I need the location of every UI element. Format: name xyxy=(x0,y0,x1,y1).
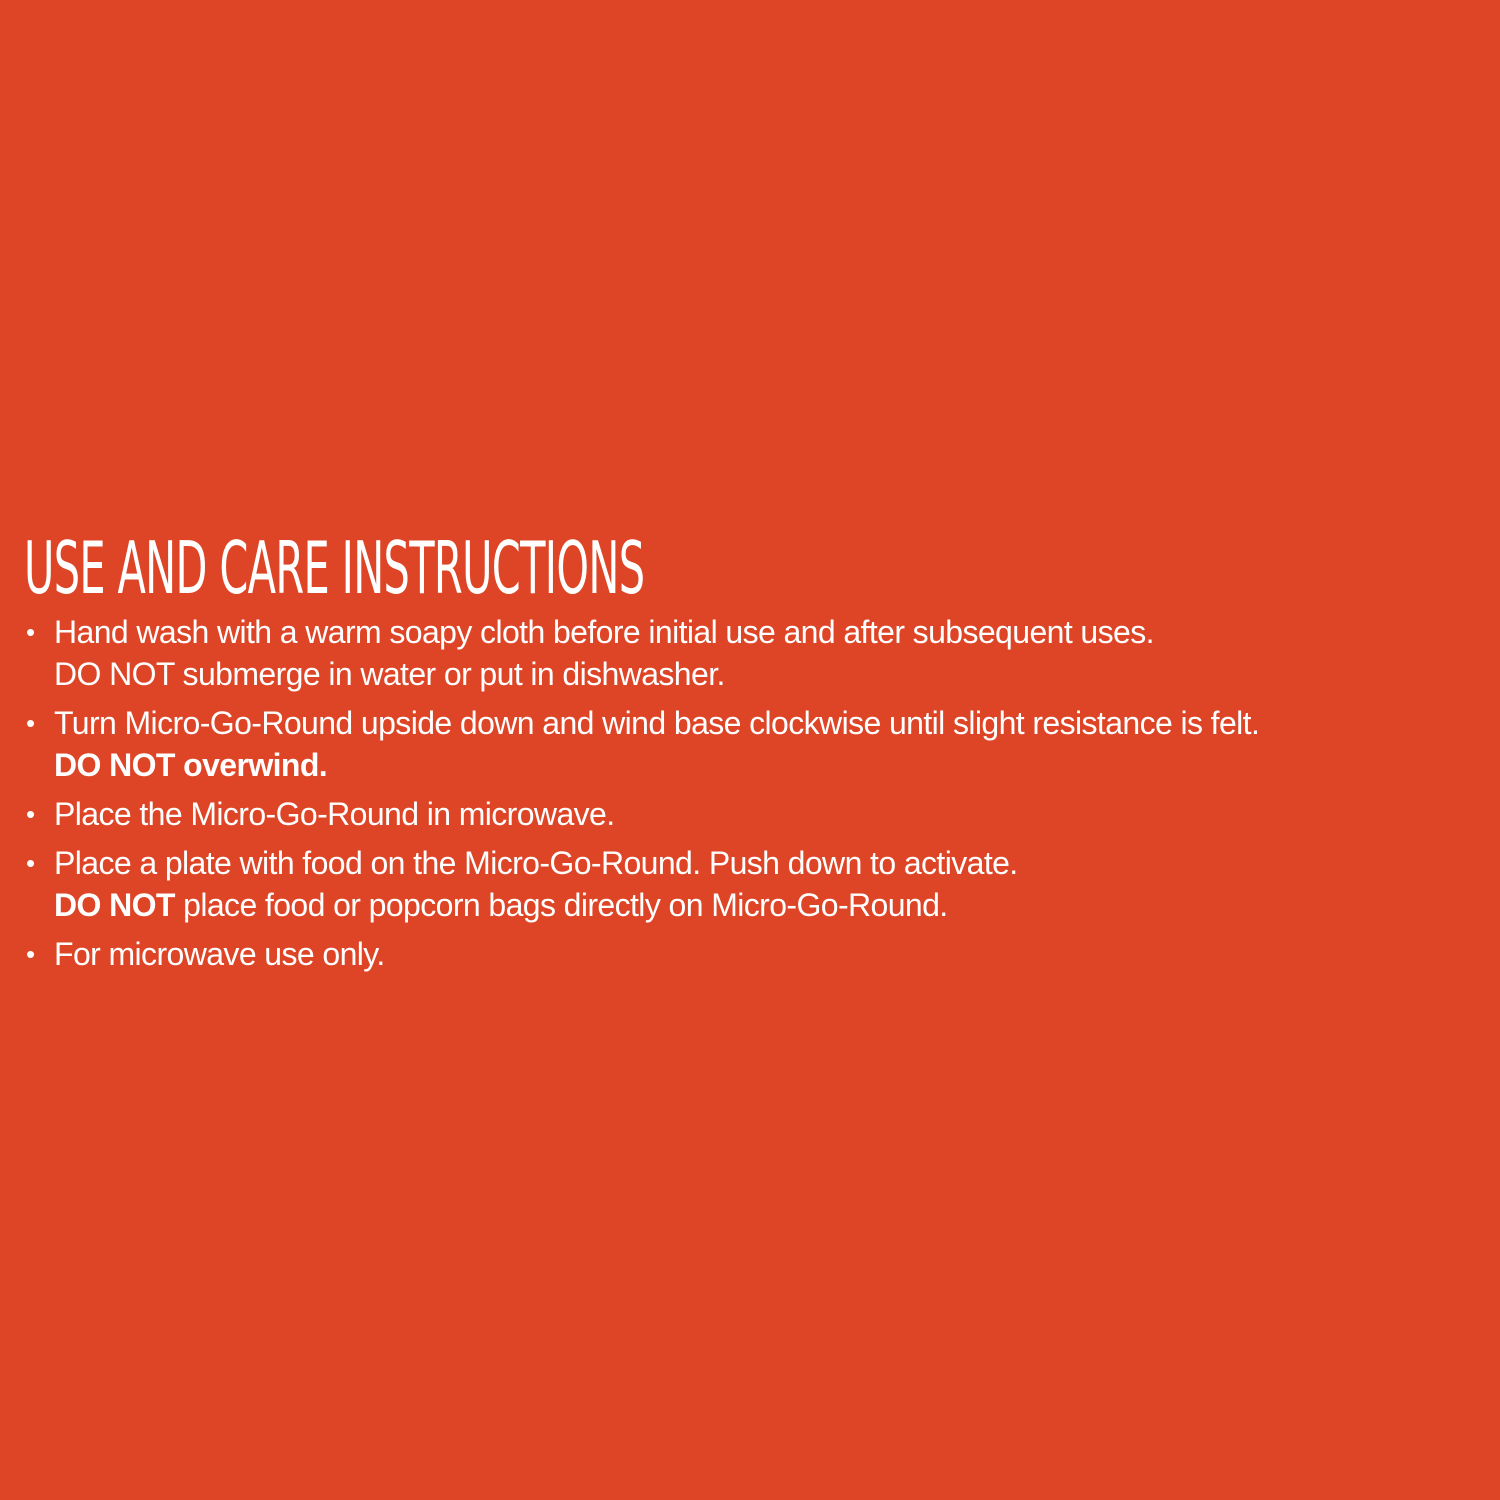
list-item xyxy=(24,702,1494,786)
bullet-icon: • xyxy=(26,617,35,647)
instructions-list xyxy=(24,611,1494,982)
instruction-text: Hand wash with a warm soapy cloth before initial use and after subsequent uses. xyxy=(54,614,1154,650)
bullet-icon: • xyxy=(26,939,35,969)
instruction-text: place food or popcorn bags directly on Micro-Go-Round. xyxy=(174,887,948,923)
instruction-text: Turn Micro-Go-Round upside down and wind base clockwise until slight resistance is felt. xyxy=(54,705,1260,741)
bullet-icon: • xyxy=(26,799,35,829)
warning-text: DO NOT xyxy=(54,887,175,923)
instruction-text: Place a plate with food on the Micro-Go-Round. Push down to activate. xyxy=(54,845,1018,881)
instruction-text xyxy=(54,884,1494,926)
instruction-text: Place the Micro-Go-Round in microwave. xyxy=(54,796,615,832)
care-instructions-panel xyxy=(24,526,1494,972)
list-item xyxy=(24,933,1494,975)
instruction-text: For microwave use only. xyxy=(54,936,385,972)
instruction-text: DO NOT submerge in water or put in dishwasher. xyxy=(54,656,725,692)
list-item xyxy=(24,611,1494,695)
warning-text: DO NOT overwind. xyxy=(54,747,328,783)
page-title: USE AND CARE INSTRUCTIONS xyxy=(24,526,645,610)
bullet-icon: • xyxy=(26,708,35,738)
bullet-icon: • xyxy=(26,848,35,878)
list-item xyxy=(24,793,1494,835)
list-item xyxy=(24,842,1494,926)
